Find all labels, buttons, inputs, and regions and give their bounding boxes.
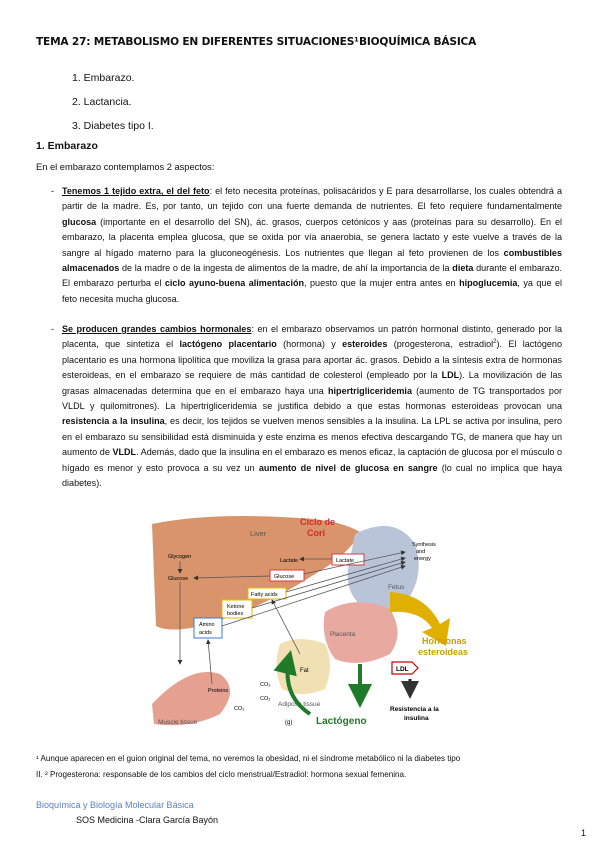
bold-term: hipertrigliceridemia <box>328 385 412 396</box>
bullet-cambios-hormonales <box>51 322 563 491</box>
resistencia-label-1: Resistencia a la <box>390 706 439 713</box>
bold-term: glucosa <box>62 216 97 227</box>
intro-text: En el embarazo contemplamos 2 aspectos: <box>36 162 215 172</box>
proteins-label: Proteins <box>208 688 229 694</box>
cori-label-1: Ciclo de <box>300 517 336 527</box>
ketone-label-1: Ketone <box>227 604 245 610</box>
amino-label-2: acids <box>199 630 212 636</box>
muscle-shape <box>152 672 230 725</box>
co2-label-a: CO₂ <box>260 682 271 688</box>
resistencia-label-2: insulina <box>404 715 429 722</box>
text-run: , es decir, los tejidos se vuelven menos sensibles a la insulina. La LPL se activa por insulina, pero en el embarazo su sensibilidad está disminuida y este enzima es menos efectiva descargando TG, de manera que hay un aumento de <box>62 416 562 458</box>
synthesis-label-2: and <box>416 549 426 555</box>
muscle-label: Muscle tissue <box>158 719 198 726</box>
bullet-cambios-hormonales-text <box>56 322 562 491</box>
page-header <box>36 36 576 48</box>
synthesis-label-3: energy <box>414 556 431 562</box>
glycogen-label: Glycogen <box>168 554 192 560</box>
text-run: (progesterona, estradiol <box>387 339 494 350</box>
ketone-label-2: bodies <box>227 611 244 617</box>
bold-term: lactógeno placentario <box>179 339 277 350</box>
footnote-1: ¹ Aunque aparecen en el guion original del tema, no veremos la obesidad, ni el síndrome metabólico ni la diabetes tipo <box>36 754 461 763</box>
footer-author: SOS Medicina -Clara García Bayón <box>76 815 219 825</box>
bullet-lead: Se producen grandes cambios hormonales <box>62 324 252 334</box>
fat-label: Fat <box>300 668 309 674</box>
ldl-label: LDL <box>396 666 409 673</box>
text-run: de la madre o de la ingesta de alimentos de la madre, de ahí la importancia de la <box>119 263 453 274</box>
text-run: : en el embarazo observamos un patrón hormonal distinto, generado por la placenta, que sintetiza el <box>62 324 563 350</box>
table-of-contents <box>72 66 154 138</box>
hormonas-label-1: Hormonas <box>422 636 467 646</box>
fetus-label: Fetus <box>388 584 405 591</box>
footer-course: Bioquímica y Biología Molecular Básica <box>36 800 194 810</box>
lactate-box-label: Lactate <box>336 558 355 564</box>
text-run: ). El lactógeno placentario es una hormona lipolítica que moviliza la grasa para aportar ác. grasos. Debido a la síntesis extra de hormonas esteroideas, en el embarazo se requiere de más cantidad de colesterol (empleado por la <box>62 339 562 381</box>
bullet-lead: Tenemos 1 tejido extra, el del feto <box>62 186 210 196</box>
toc-item-diabetes: 3. Diabetes tipo I. <box>72 120 154 132</box>
glucose-box-label: Glucose <box>274 574 295 580</box>
text-run: durante el embarazo. El embarazo perturba el <box>62 263 562 289</box>
bold-term: hipoglucemia <box>459 278 518 289</box>
text-run: (importante en el desarrollo del SN), ác. grasos, cuerpos cetónicos y aas (proteínas para su desarrollo). En el embarazo, la placenta emplea glucosa, que se oxida por vía anaerobia, se genera lactato y este vuelve a través de la sangre al hígado materno para la gluconeogénesis. Los nutrientes que llegan al feto provienen de los <box>62 216 562 258</box>
amino-label-1: Amino <box>199 622 215 628</box>
text-run: . Además, dado que la insulina en el embarazo es menos eficaz, la captación de glucosa por el músculo o hígado es menor y esto provoca a su vez un <box>62 447 563 473</box>
text-run: : el feto necesita proteínas, polisacáridos y E para desarrollarse, los cuales obtendrá a partir de la madre. Es, por tanto, un tejido con una fuerte demanda de nutrientes. El feto requiere fundamentalmente <box>62 186 562 212</box>
footnote-2: II. ² Progesterona: responsable de los cambios del ciclo menstrual/Estradiol: hormona sexual femenina. <box>36 770 407 779</box>
fatty-acids-label: Fatty acids <box>251 592 278 598</box>
cori-label-2: Cori <box>307 528 325 538</box>
toc-item-lactancia: 2. Lactancia. <box>72 96 132 108</box>
glucose-left-label: Glucose <box>168 576 189 582</box>
toc-item-embarazo: 1. Embarazo. <box>72 72 135 84</box>
panel-label: (g) <box>285 720 293 726</box>
bold-term: combustibles almacenados <box>62 247 562 274</box>
lactogeno-label: Lactógeno <box>316 716 367 727</box>
lactate-label: Lactate <box>280 558 299 564</box>
co2-label-b: CO₂ <box>234 706 245 712</box>
bullet-dash: - <box>51 324 55 334</box>
metabolism-figure <box>150 514 480 732</box>
bullet-tejido-extra-text <box>56 184 562 307</box>
header-subject: BIOQUÍMICA BÁSICA <box>359 36 477 48</box>
bold-term: LDL <box>441 370 460 381</box>
adipose-label: Adipose tissue <box>278 701 321 708</box>
placenta-label: Placenta <box>330 631 356 638</box>
bullet-dash: - <box>51 186 55 196</box>
bold-term: dieta <box>452 263 474 274</box>
page-number: 1 <box>581 828 587 838</box>
adipose-shape <box>276 639 330 694</box>
synthesis-label-1: Synthesis <box>412 542 436 548</box>
footnote-ref: 2 <box>493 339 497 346</box>
co2-label-c: CO₂ <box>260 696 271 702</box>
section-title: 1. Embarazo <box>36 140 98 152</box>
liver-label: Liver <box>250 529 267 538</box>
bold-term: resistencia a la insulina <box>62 416 165 427</box>
text-run: (aumento de TG transportados por VLDL y quilomitrones). La hipertrigliceridemia se justifica debido a que estas hormonas esteroideas provocan una <box>62 385 562 412</box>
bold-term: aumento de nivel de glucosa en sangre <box>258 462 438 473</box>
text-run: (hormona) y <box>276 339 343 350</box>
bold-term: esteroides <box>342 339 388 350</box>
text-run: (lo cual no implica que haya diabetes). <box>62 462 562 489</box>
header-title: TEMA 27: METABOLISMO EN DIFERENTES SITUACIONES¹ <box>36 36 359 48</box>
bold-term: VLDL <box>112 447 137 458</box>
text-run: , ya que el feto necesita mucha glucosa. <box>62 278 562 304</box>
text-run: ). La movilización de las grasas almacenadas determina que en el embarazo haya una <box>62 370 563 396</box>
bold-term: ciclo ayuno-buena alimentación <box>164 278 305 289</box>
hormonas-label-2: esteroideas <box>418 647 469 657</box>
text-run: , puesto que la mujer entra antes en <box>304 278 460 289</box>
bullet-tejido-extra <box>51 184 562 307</box>
